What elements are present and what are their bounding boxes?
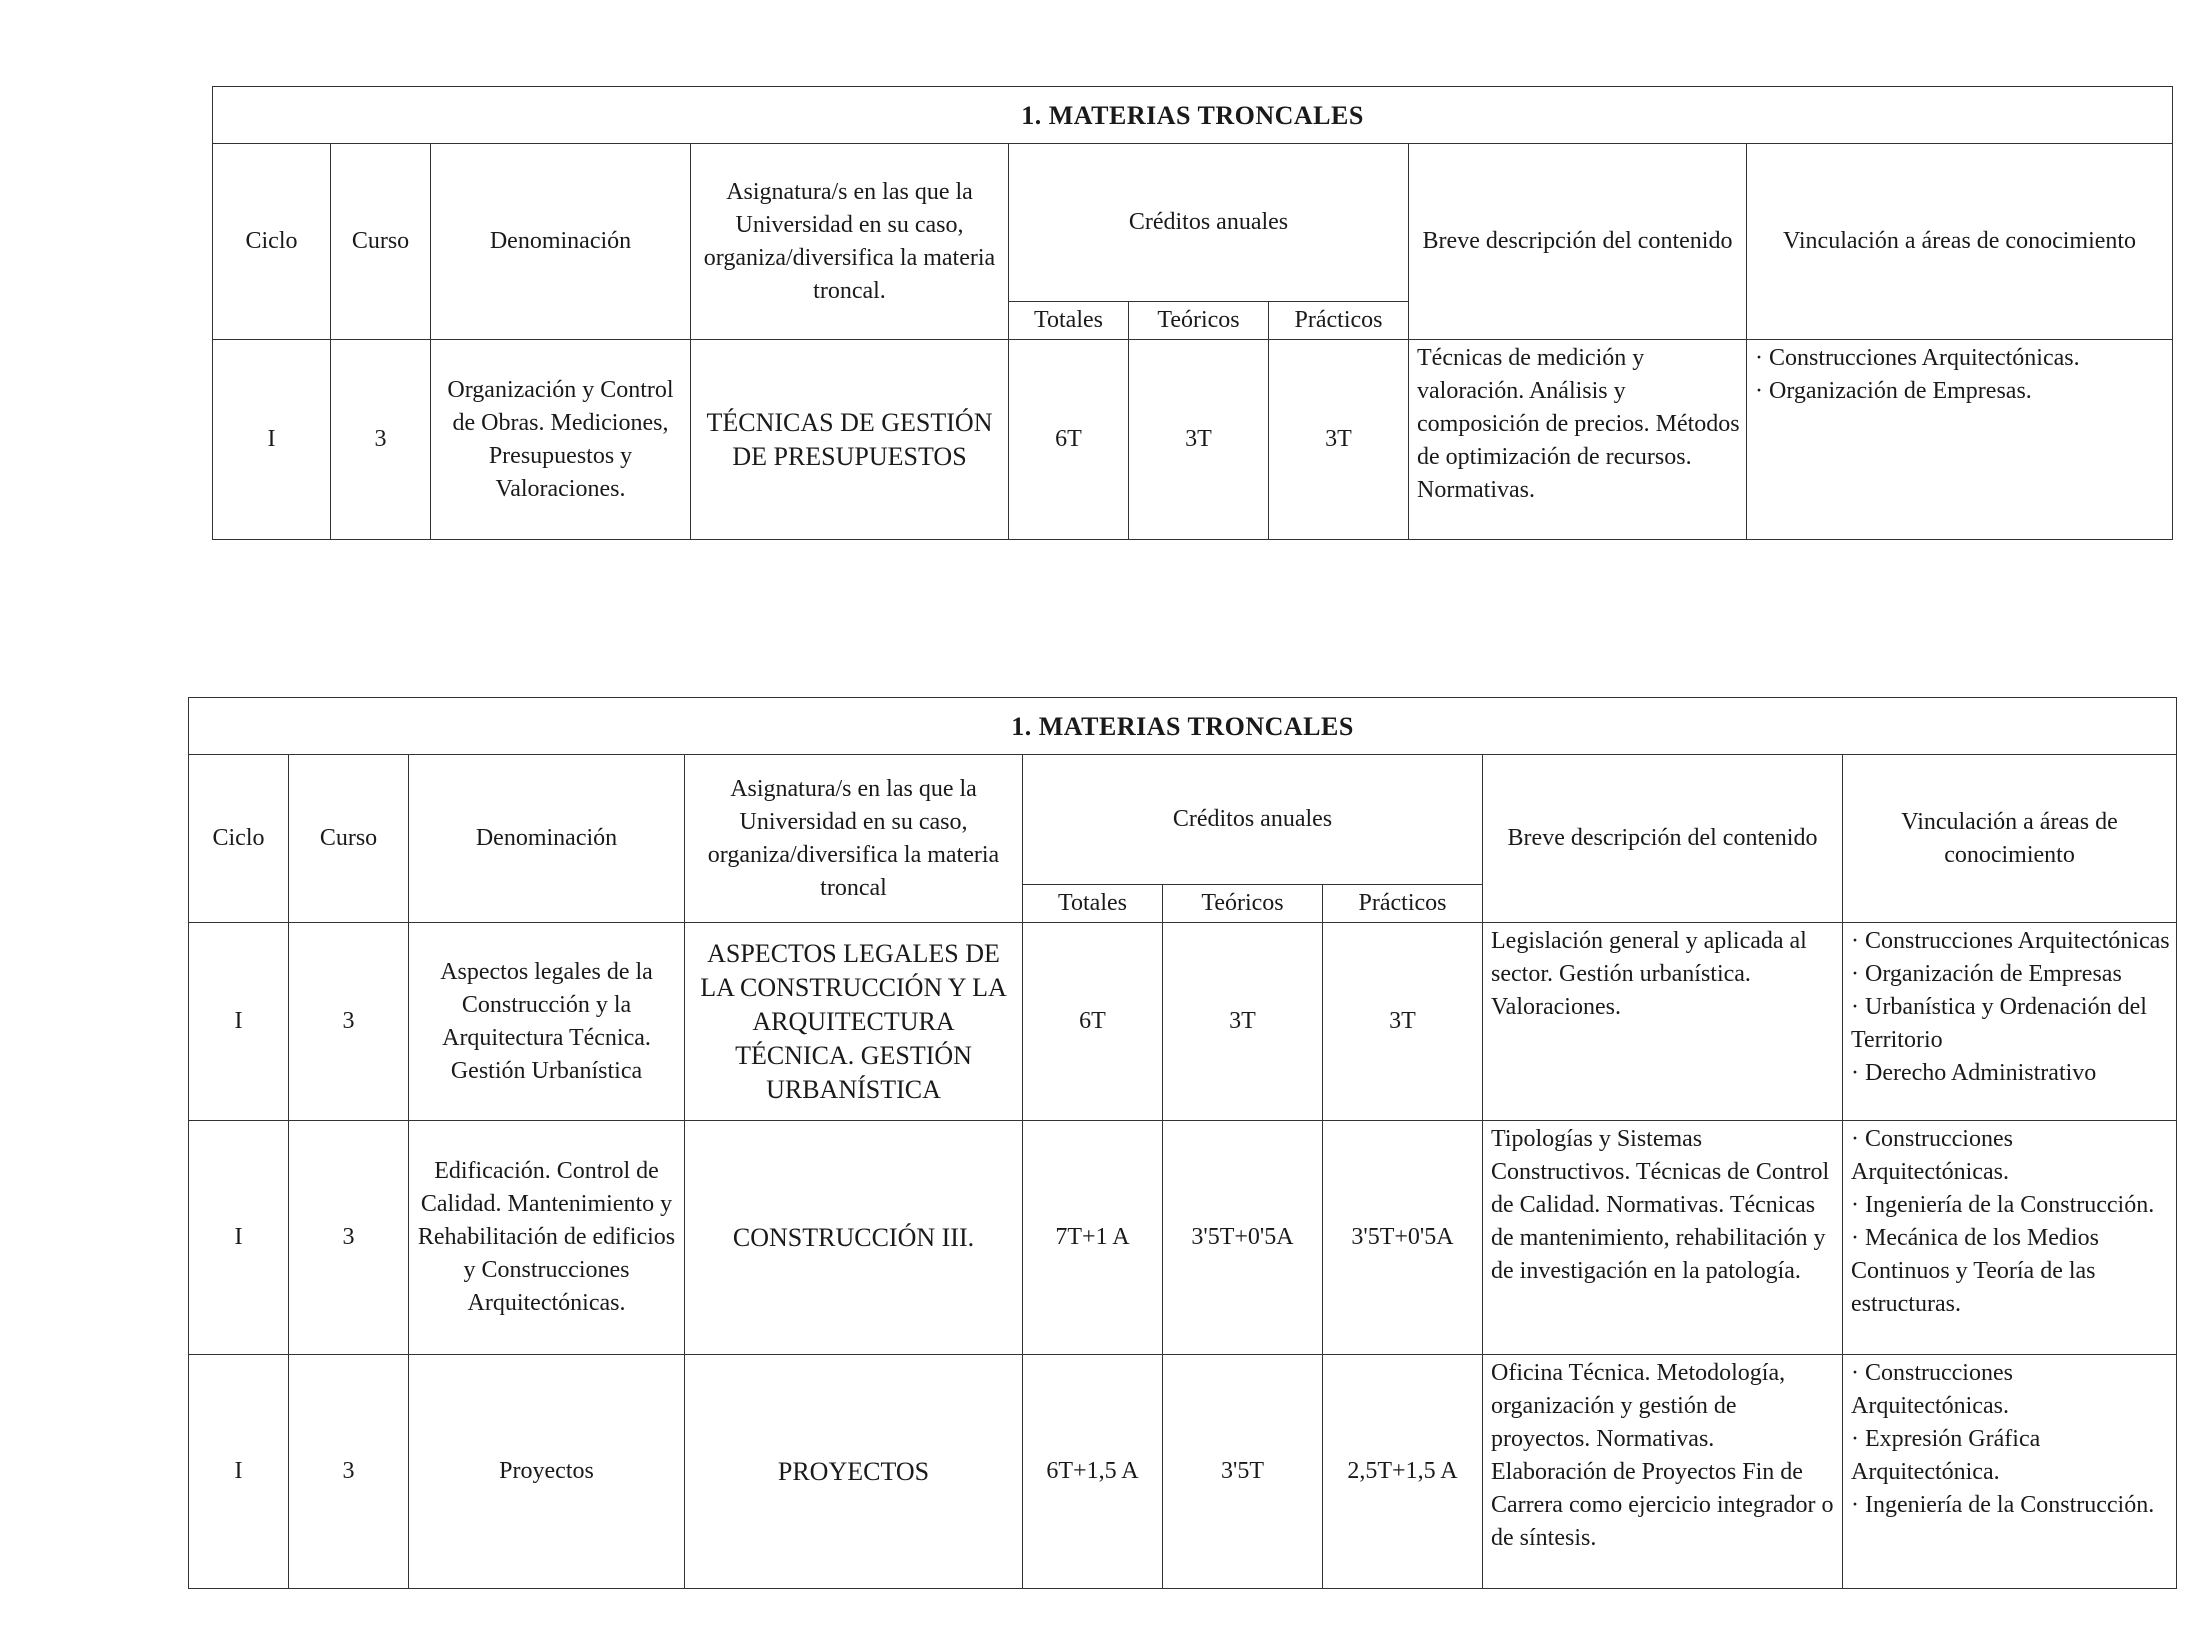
table-row xyxy=(213,340,2173,540)
vinculacion-item: · Organización de Empresas xyxy=(1851,961,2122,987)
header-denominacion: Denominación xyxy=(409,755,685,923)
cell-denominacion: Organización y Control de Obras. Mediciones, Presupuestos y Valoraciones. xyxy=(431,340,691,540)
header-teoricos: Teóricos xyxy=(1129,302,1269,340)
cell-descripcion: Técnicas de medición y valoración. Análisis y composición de precios. Métodos de optimización de recursos. Normativas. xyxy=(1409,340,1747,540)
cell-ciclo: I xyxy=(189,1121,289,1355)
cell-curso: 3 xyxy=(289,1355,409,1589)
cell-ciclo: I xyxy=(213,340,331,540)
vinculacion-item: · Construcciones Arquitectónicas. xyxy=(1851,1126,2013,1185)
cell-vinculacion xyxy=(1843,1355,2177,1589)
cell-asignatura: ASPECTOS LEGALES DE LA CONSTRUCCIÓN Y LA ARQUITECTURA TÉCNICA. GESTIÓN URBANÍSTICA xyxy=(685,923,1023,1121)
header-practicos: Prácticos xyxy=(1269,302,1409,340)
cell-teoricos: 3'5T xyxy=(1163,1355,1323,1589)
vinculacion-item: · Construcciones Arquitectónicas. xyxy=(1851,1360,2013,1419)
vinculacion-item: · Ingeniería de la Construcción. xyxy=(1851,1492,2155,1518)
cell-practicos: 3'5T+0'5A xyxy=(1323,1121,1483,1355)
table-row xyxy=(189,1121,2177,1355)
cell-curso: 3 xyxy=(331,340,431,540)
table-row xyxy=(189,923,2177,1121)
cell-asignatura: PROYECTOS xyxy=(685,1355,1023,1589)
vinculacion-item: · Derecho Administrativo xyxy=(1851,1060,2097,1086)
header-descripcion: Breve descripción del contenido xyxy=(1483,755,1843,923)
header-curso: Curso xyxy=(289,755,409,923)
header-creditos-anuales: Créditos anuales xyxy=(1009,144,1409,302)
header-vinculacion: Vinculación a áreas de conocimiento xyxy=(1843,755,2177,923)
cell-ciclo: I xyxy=(189,923,289,1121)
cell-teoricos: 3T xyxy=(1129,340,1269,540)
vinculacion-item: · Urbanística y Ordenación del Territorio xyxy=(1851,994,2147,1053)
header-vinculacion: Vinculación a áreas de conocimiento xyxy=(1747,144,2173,340)
table-title: 1. MATERIAS TRONCALES xyxy=(213,87,2173,144)
materias-troncales-table-2 xyxy=(188,697,2177,1589)
header-ciclo: Ciclo xyxy=(189,755,289,923)
cell-totales: 7T+1 A xyxy=(1023,1121,1163,1355)
cell-teoricos: 3T xyxy=(1163,923,1323,1121)
header-ciclo: Ciclo xyxy=(213,144,331,340)
cell-denominacion: Proyectos xyxy=(409,1355,685,1589)
cell-curso: 3 xyxy=(289,1121,409,1355)
header-totales: Totales xyxy=(1009,302,1129,340)
vinculacion-item: · Ingeniería de la Construcción. xyxy=(1851,1192,2155,1218)
header-descripcion: Breve descripción del contenido xyxy=(1409,144,1747,340)
cell-vinculacion xyxy=(1747,340,2173,540)
cell-denominacion: Aspectos legales de la Construcción y la Arquitectura Técnica. Gestión Urbanística xyxy=(409,923,685,1121)
cell-descripcion: Legislación general y aplicada al sector. Gestión urbanística. Valoraciones. xyxy=(1483,923,1843,1121)
vinculacion-item: · Construcciones Arquitectónicas. xyxy=(1755,345,2080,371)
header-teoricos: Teóricos xyxy=(1163,885,1323,923)
cell-asignatura: TÉCNICAS DE GESTIÓN DE PRESUPUESTOS xyxy=(691,340,1009,540)
cell-vinculacion xyxy=(1843,1121,2177,1355)
cell-totales: 6T xyxy=(1009,340,1129,540)
cell-denominacion: Edificación. Control de Calidad. Mantenimiento y Rehabilitación de edificios y Construcciones Arquitectónicas. xyxy=(409,1121,685,1355)
cell-practicos: 3T xyxy=(1323,923,1483,1121)
header-creditos-anuales: Créditos anuales xyxy=(1023,755,1483,885)
header-totales: Totales xyxy=(1023,885,1163,923)
header-curso: Curso xyxy=(331,144,431,340)
cell-ciclo: I xyxy=(189,1355,289,1589)
cell-practicos: 3T xyxy=(1269,340,1409,540)
table-row xyxy=(189,1355,2177,1589)
header-asignatura: Asignatura/s en las que la Universidad en su caso, organiza/diversifica la materia troncal xyxy=(685,755,1023,923)
header-denominacion: Denominación xyxy=(431,144,691,340)
cell-descripcion: Oficina Técnica. Metodología, organización y gestión de proyectos. Normativas. Elaboración de Proyectos Fin de Carrera como ejercicio integrador o de síntesis. xyxy=(1483,1355,1843,1589)
cell-descripcion: Tipologías y Sistemas Constructivos. Técnicas de Control de Calidad. Normativas. Técnicas de mantenimiento, rehabilitación y de investigación en la patología. xyxy=(1483,1121,1843,1355)
cell-teoricos: 3'5T+0'5A xyxy=(1163,1121,1323,1355)
vinculacion-item: · Mecánica de los Medios Continuos y Teoría de las estructuras. xyxy=(1851,1225,2099,1317)
cell-asignatura: CONSTRUCCIÓN III. xyxy=(685,1121,1023,1355)
cell-totales: 6T xyxy=(1023,923,1163,1121)
table-title: 1. MATERIAS TRONCALES xyxy=(189,698,2177,755)
cell-practicos: 2,5T+1,5 A xyxy=(1323,1355,1483,1589)
header-practicos: Prácticos xyxy=(1323,885,1483,923)
cell-totales: 6T+1,5 A xyxy=(1023,1355,1163,1589)
cell-curso: 3 xyxy=(289,923,409,1121)
vinculacion-item: · Expresión Gráfica Arquitectónica. xyxy=(1851,1426,2041,1485)
cell-vinculacion xyxy=(1843,923,2177,1121)
materias-troncales-table-1 xyxy=(212,86,2173,540)
header-asignatura: Asignatura/s en las que la Universidad en su caso, organiza/diversifica la materia troncal. xyxy=(691,144,1009,340)
vinculacion-item: · Construcciones Arquitectónicas xyxy=(1851,928,2170,954)
vinculacion-item: · Organización de Empresas. xyxy=(1755,378,2032,404)
